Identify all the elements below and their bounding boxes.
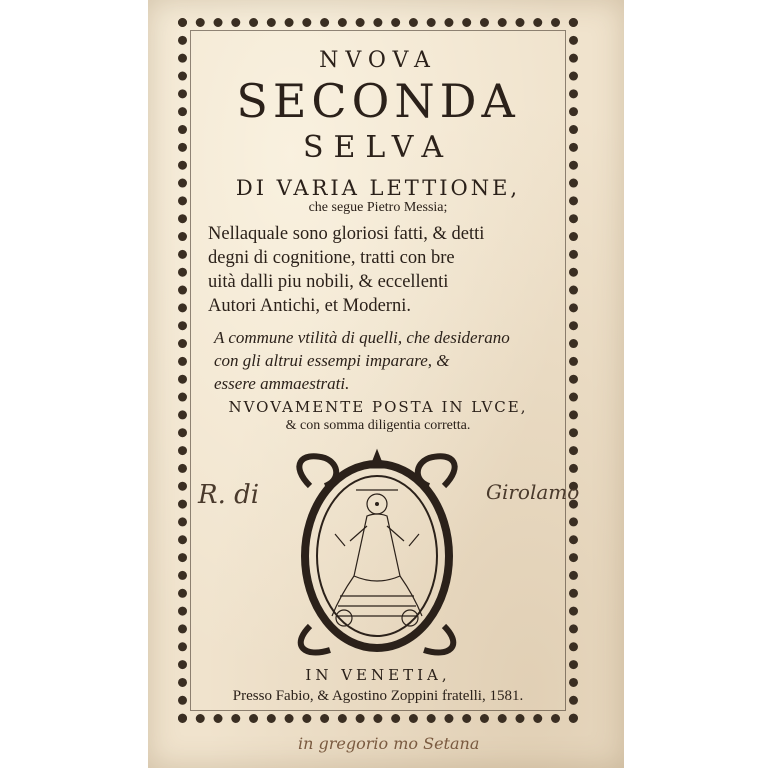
- title-line-3: SELVA: [302, 130, 454, 165]
- body-line: uità dalli piu nobili, & eccellenti: [208, 272, 449, 292]
- italic-line: con gli altrui essempi imparare, &: [214, 351, 450, 370]
- publication-note: NVOVAMENTE POSTA IN LVCE,: [228, 398, 528, 416]
- body-line: Nellaquale sono gloriosi fatti, & detti: [208, 224, 485, 244]
- subtitle-note: che segue Pietro Messia;: [308, 200, 448, 215]
- subtitle: DI VARIA LETTIONE,: [235, 176, 521, 200]
- publication-note-sub: & con somma diligentia corretta.: [285, 418, 471, 433]
- title-line-1: NVOVA: [319, 48, 437, 73]
- handwritten-signature: in gregorio mo Setana: [298, 734, 480, 753]
- printer-device-emblem: [270, 446, 484, 660]
- imprint-publisher: Presso Fabio, & Agostino Zoppini fratelli, 1581.: [232, 688, 524, 704]
- handwritten-note-right: Girolamo: [486, 480, 580, 504]
- title-line-2: SECONDA: [236, 74, 520, 128]
- italic-line: A commune vtilità di quelli, che desiderano: [214, 328, 510, 347]
- body-line: Autori Antichi, et Moderni.: [208, 296, 411, 316]
- handwritten-note-left: R. di: [198, 480, 260, 510]
- imprint-place: IN VENETIA,: [305, 666, 451, 684]
- italic-line: essere ammaestrati.: [214, 374, 350, 393]
- body-line: degni di cognitione, tratti con bre: [208, 248, 455, 268]
